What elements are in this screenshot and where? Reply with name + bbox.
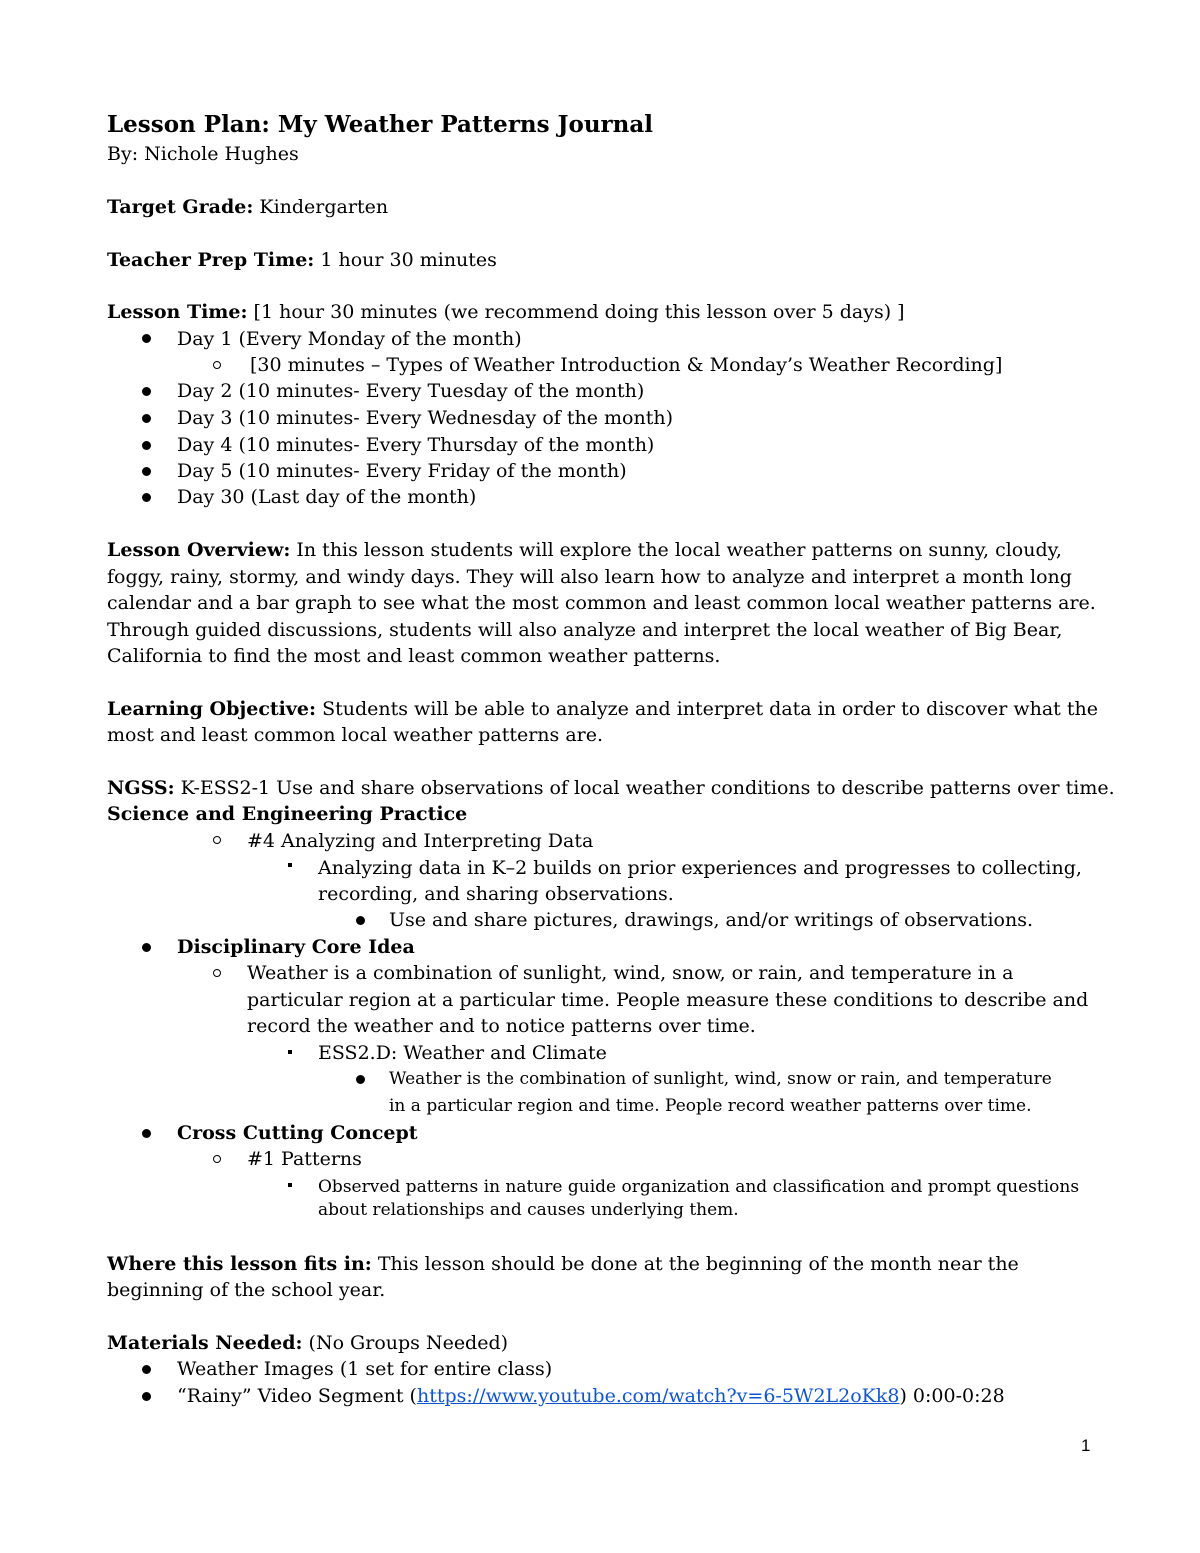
bullet-dot-icon xyxy=(142,1365,151,1374)
practice-subsub: Use and share pictures, drawings, and/or writings of observations. xyxy=(389,909,1033,931)
bullet-dot-icon xyxy=(142,1129,151,1138)
lesson-time-label: Lesson Time: xyxy=(107,301,248,323)
ngss-label: NGSS: xyxy=(107,777,175,799)
dci-item: Weather is a combination of sunlight, wind, snow, or rain, and temperature in a xyxy=(247,962,1014,984)
bullet-dot-icon xyxy=(142,414,151,423)
ccc-sub: Observed patterns in nature guide organization and classification and prompt questions xyxy=(318,1177,1080,1197)
materials-item xyxy=(177,1383,1005,1409)
prep-time-line xyxy=(107,247,497,273)
practice-item: #4 Analyzing and Interpreting Data xyxy=(247,830,594,852)
author-line: By: Nichole Hughes xyxy=(107,143,299,165)
ngss-line xyxy=(107,775,1115,801)
overview-label: Lesson Overview: xyxy=(107,539,291,561)
fits-in-text: This lesson should be done at the beginning of the month near the xyxy=(371,1253,1019,1275)
materials-label: Materials Needed: xyxy=(107,1332,303,1354)
day-list-item: Day 5 (10 minutes- Every Friday of the month) xyxy=(177,460,627,482)
day-list-item: Day 2 (10 minutes- Every Tuesday of the month) xyxy=(177,380,645,402)
materials-item: Weather Images (1 set for entire class) xyxy=(177,1358,553,1380)
dci-item: record the weather and to notice patterns over time. xyxy=(247,1015,756,1037)
overview-text: foggy, rainy, stormy, and windy days. They will also learn how to analyze and interpret a month long xyxy=(107,566,1072,588)
dci-subsub: in a particular region and time. People record weather patterns over time. xyxy=(389,1096,1032,1116)
dci-sub: ESS2.D: Weather and Climate xyxy=(318,1042,607,1064)
video-link[interactable]: https://www.youtube.com/watch?v=6-5W2L2oKk8 xyxy=(416,1385,900,1407)
bullet-square-icon xyxy=(288,1050,292,1054)
bullet-dot-icon xyxy=(142,943,151,952)
bullet-dot-icon xyxy=(142,441,151,450)
dci-heading: Disciplinary Core Idea xyxy=(177,936,415,958)
video-timestamp: ) 0:00-0:28 xyxy=(899,1385,1005,1407)
bullet-square-icon xyxy=(288,1183,292,1187)
document-title: Lesson Plan: My Weather Patterns Journal xyxy=(107,111,654,138)
day-list-subitem: [30 minutes – Types of Weather Introduction & Monday’s Weather Recording] xyxy=(250,354,1003,376)
bullet-dot-icon xyxy=(142,493,151,502)
day-list-item: Day 30 (Last day of the month) xyxy=(177,486,477,508)
day-list-item: Day 3 (10 minutes- Every Wednesday of the month) xyxy=(177,407,673,429)
overview-text: In this lesson students will explore the local weather patterns on sunny, cloudy, xyxy=(290,539,1062,561)
overview-text: California to find the most and least common weather patterns. xyxy=(107,645,721,667)
dci-subsub: Weather is the combination of sunlight, wind, snow or rain, and temperature xyxy=(389,1069,1052,1089)
target-grade-value: Kindergarten xyxy=(253,196,389,218)
bullet-dot-icon xyxy=(356,916,365,925)
prep-time-label: Teacher Prep Time: xyxy=(107,249,315,271)
dci-item: particular region at a particular time. People measure these conditions to describe and xyxy=(247,989,1089,1011)
objective-text: most and least common local weather patterns are. xyxy=(107,724,604,746)
lesson-time-value: [1 hour 30 minutes (we recommend doing this lesson over 5 days) ] xyxy=(247,301,905,323)
ngss-text: K-ESS2-1 Use and share observations of local weather conditions to describe patterns over time. xyxy=(174,777,1115,799)
overview-text: calendar and a bar graph to see what the most common and least common local weather patterns are. xyxy=(107,592,1096,614)
bullet-square-icon xyxy=(288,863,292,867)
objective-text: Students will be able to analyze and interpret data in order to discover what the xyxy=(316,698,1098,720)
bullet-dot-icon xyxy=(142,1392,151,1401)
bullet-circle-icon xyxy=(213,969,221,977)
bullet-dot-icon xyxy=(142,334,151,343)
day-list-item: Day 1 (Every Monday of the month) xyxy=(177,328,522,350)
day-list-item: Day 4 (10 minutes- Every Thursday of the month) xyxy=(177,434,655,456)
target-grade-label: Target Grade: xyxy=(107,196,254,218)
objective-label: Learning Objective: xyxy=(107,698,317,720)
ccc-heading: Cross Cutting Concept xyxy=(177,1122,418,1144)
ccc-item: #1 Patterns xyxy=(247,1148,362,1170)
page-number: 1 xyxy=(1081,1436,1091,1455)
materials-note: (No Groups Needed) xyxy=(302,1332,509,1354)
target-grade-line xyxy=(107,194,388,220)
materials-line xyxy=(107,1330,508,1356)
fits-in-label: Where this lesson fits in: xyxy=(107,1253,372,1275)
bullet-dot-icon xyxy=(142,387,151,396)
ccc-sub: about relationships and causes underlying them. xyxy=(318,1200,739,1220)
practice-sub: recording, and sharing observations. xyxy=(318,883,674,905)
practice-heading: Science and Engineering Practice xyxy=(107,803,468,825)
materials-item-text: “Rainy” Video Segment ( xyxy=(177,1385,417,1407)
bullet-dot-icon xyxy=(142,467,151,476)
objective-line xyxy=(107,696,1098,722)
bullet-dot-icon xyxy=(356,1075,365,1084)
practice-sub: Analyzing data in K–2 builds on prior experiences and progresses to collecting, xyxy=(318,857,1082,879)
lesson-time-line xyxy=(107,299,905,325)
overview-line xyxy=(107,537,1062,563)
bullet-circle-icon xyxy=(213,361,221,369)
overview-text: Through guided discussions, students will also analyze and interpret the local weather of Big Bear, xyxy=(107,619,1063,641)
fits-in-line xyxy=(107,1251,1019,1277)
fits-in-text: beginning of the school year. xyxy=(107,1279,386,1301)
bullet-circle-icon xyxy=(213,1155,221,1163)
prep-time-value: 1 hour 30 minutes xyxy=(314,249,497,271)
bullet-circle-icon xyxy=(213,836,221,844)
